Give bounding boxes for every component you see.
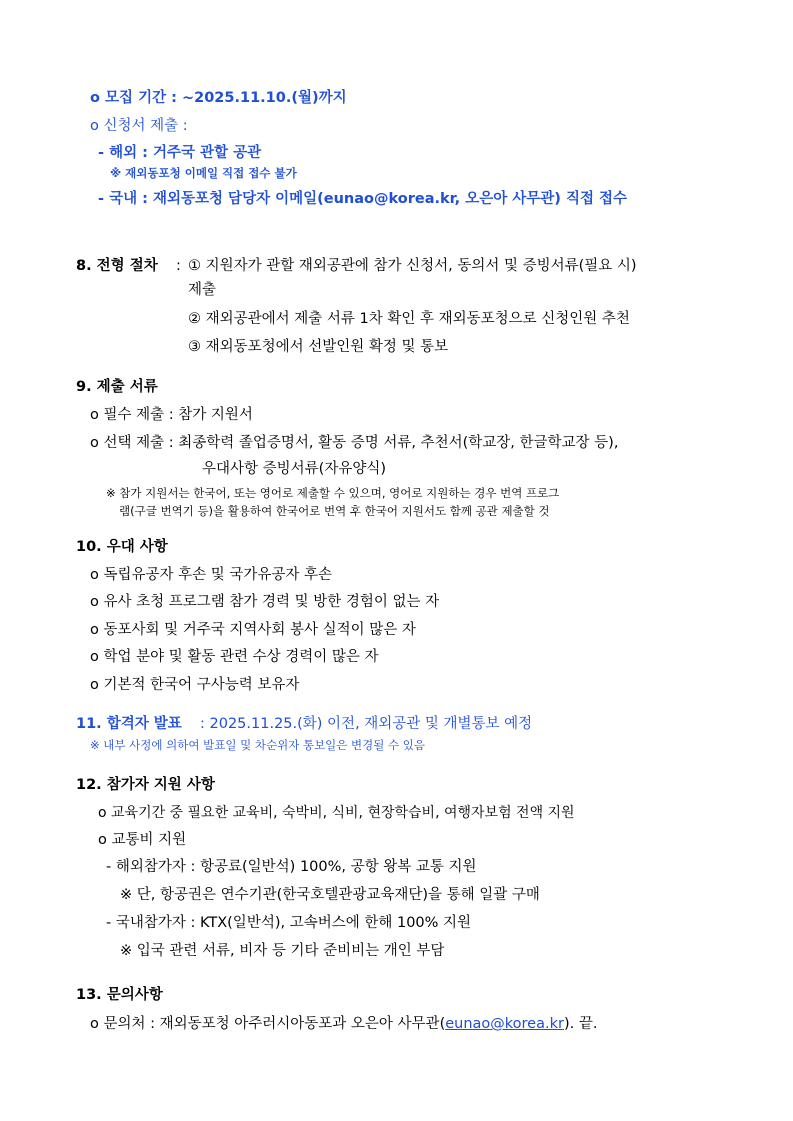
- section-8-step1-cont: 제출: [188, 282, 217, 298]
- contact-suffix: ). 끝.: [563, 1016, 598, 1032]
- recruit-domestic: - 국내 : 재외동포청 담당자 이메일(eunao@korea.kr, 오은아 사무관) 직접 접수: [98, 191, 628, 207]
- section-13-heading: 13. 문의사항: [76, 987, 163, 1003]
- section-10-heading: 10. 우대 사항: [76, 539, 168, 555]
- contact-email-link[interactable]: eunao@korea.kr: [445, 1016, 564, 1032]
- section-8-colon: :: [176, 258, 181, 274]
- section-12-domestic: - 국내참가자 : KTX(일반석), 고속버스에 한해 100% 지원: [106, 915, 472, 931]
- section-12-domestic-note: ※ 입국 관련 서류, 비자 등 기타 준비비는 개인 부담: [120, 943, 445, 959]
- section-8-step2: ② 재외공관에서 제출 서류 1차 확인 후 재외동포청으로 신청인원 추천: [188, 311, 630, 327]
- section-12-transport: o 교통비 지원: [98, 832, 187, 848]
- recruit-period: o 모집 기간 : ~2025.11.10.(월)까지: [90, 90, 347, 106]
- section-10-item: o 독립유공자 후손 및 국가유공자 후손: [90, 567, 333, 583]
- section-8-heading: 8. 전형 절차: [76, 258, 158, 274]
- section-12-education: o 교육기간 중 필요한 교육비, 숙박비, 식비, 현장학습비, 여행자보험 전액 지원: [98, 805, 575, 821]
- recruit-overseas-note: ※ 재외동포청 이메일 직접 접수 불가: [110, 166, 297, 180]
- section-10-item: o 동포사회 및 거주국 지역사회 봉사 실적이 많은 자: [90, 622, 416, 638]
- section-8-step1: ① 지원자가 관할 재외공관에 참가 신청서, 동의서 및 증빙서류(필요 시): [188, 258, 637, 274]
- section-10-item: o 기본적 한국어 구사능력 보유자: [90, 677, 300, 693]
- section-9-required: o 필수 제출 : 참가 지원서: [90, 407, 253, 423]
- section-9-optional: o 선택 제출 : 최종학력 졸업증명서, 활동 증명 서류, 추천서(학교장, 한글학교장 등),: [90, 435, 619, 451]
- section-9-heading: 9. 제출 서류: [76, 379, 158, 395]
- section-8-step3: ③ 재외동포청에서 선발인원 확정 및 통보: [188, 339, 449, 355]
- section-12-overseas: - 해외참가자 : 항공료(일반석) 100%, 공항 왕복 교통 지원: [106, 859, 477, 875]
- section-12-heading: 12. 참가자 지원 사항: [76, 777, 215, 793]
- section-11-note: ※ 내부 사정에 의하여 발표일 및 차순위자 통보일은 변경될 수 있음: [90, 738, 426, 752]
- section-9-note-2: 램(구글 번역기 등)을 활용하여 한국어로 번역 후 한국어 지원서도 함께 공관 제출할 것: [119, 504, 550, 518]
- section-10-item: o 유사 초청 프로그램 참가 경력 및 방한 경험이 없는 자: [90, 594, 440, 610]
- recruit-submit: o 신청서 제출 :: [90, 118, 188, 134]
- section-9-optional-cont: 우대사항 증빙서류(자유양식): [202, 461, 387, 477]
- section-13-contact: [90, 1014, 597, 1034]
- section-9-note-1: ※ 참가 지원서는 한국어, 또는 영어로 제출할 수 있으며, 영어로 지원하는 경우 번역 프로그: [106, 486, 560, 500]
- recruit-overseas: - 해외 : 거주국 관할 공관: [98, 145, 262, 161]
- section-10-item: o 학업 분야 및 활동 관련 수상 경력이 많은 자: [90, 649, 379, 665]
- section-11-text: : 2025.11.25.(화) 이전, 재외공관 및 개별통보 예정: [200, 716, 533, 732]
- section-12-overseas-note: ※ 단, 항공권은 연수기관(한국호텔관광교육재단)을 통해 일괄 구매: [120, 887, 540, 903]
- section-11-heading: 11. 합격자 발표: [76, 716, 182, 732]
- contact-prefix: o 문의처 : 재외동포청 아주러시아동포과 오은아 사무관(: [90, 1016, 446, 1032]
